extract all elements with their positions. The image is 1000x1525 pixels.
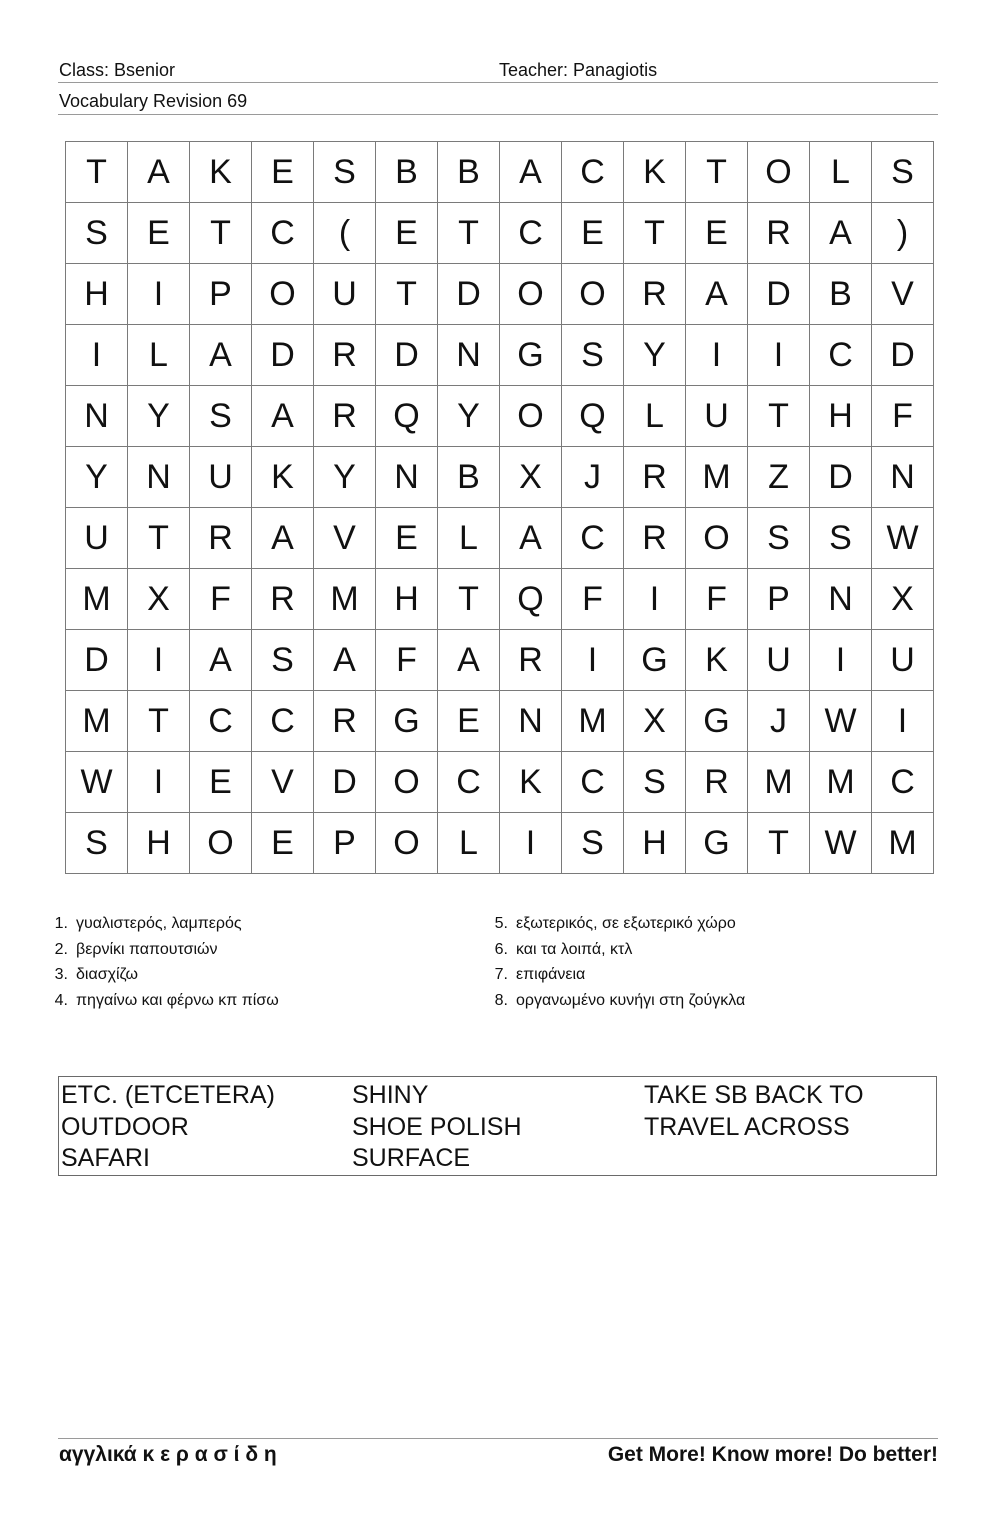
grid-cell[interactable]: A xyxy=(810,203,872,264)
grid-cell[interactable]: O xyxy=(686,508,748,569)
grid-cell[interactable]: X xyxy=(500,447,562,508)
grid-cell[interactable]: I xyxy=(128,264,190,325)
grid-cell[interactable]: N xyxy=(500,691,562,752)
grid-cell[interactable]: N xyxy=(128,447,190,508)
grid-cell[interactable]: W xyxy=(66,752,128,813)
word-bank-item: OUTDOOR xyxy=(61,1112,189,1141)
word-search-grid xyxy=(65,141,934,874)
grid-cell[interactable]: D xyxy=(438,264,500,325)
grid-cell[interactable]: R xyxy=(314,325,376,386)
clue-number: 2. xyxy=(54,940,68,958)
grid-cell[interactable]: C xyxy=(190,691,252,752)
class-label: Class: Bsenior xyxy=(59,60,176,80)
grid-cell[interactable]: A xyxy=(190,630,252,691)
grid-cell[interactable]: A xyxy=(500,142,562,203)
grid-cell[interactable]: U xyxy=(66,508,128,569)
grid-cell[interactable]: C xyxy=(252,691,314,752)
clues-left xyxy=(42,914,279,1017)
grid-cell[interactable]: H xyxy=(66,264,128,325)
grid-cell[interactable]: O xyxy=(376,813,438,874)
grid-cell[interactable]: H xyxy=(376,569,438,630)
clue-text: διασχίζω xyxy=(76,966,139,984)
grid-cell[interactable]: L xyxy=(438,813,500,874)
grid-cell[interactable]: T xyxy=(190,203,252,264)
clue-item xyxy=(482,914,745,940)
grid-cell[interactable]: N xyxy=(376,447,438,508)
grid-cell[interactable]: S xyxy=(624,752,686,813)
clue-item xyxy=(42,991,279,1017)
clue-item xyxy=(42,940,279,966)
clue-number: 1. xyxy=(54,915,68,932)
grid-cell[interactable]: E xyxy=(376,203,438,264)
grid-cell[interactable]: P xyxy=(190,264,252,325)
clue-text: επιφάνεια xyxy=(516,966,586,984)
grid-cell[interactable]: F xyxy=(872,386,934,447)
grid-cell[interactable]: C xyxy=(562,508,624,569)
grid-cell[interactable]: T xyxy=(438,569,500,630)
grid-cell[interactable]: M xyxy=(562,691,624,752)
grid-cell[interactable]: W xyxy=(810,813,872,874)
footer-slogan: Get More! Know more! Do better! xyxy=(607,1443,938,1466)
grid-cell[interactable]: G xyxy=(686,813,748,874)
grid-cell[interactable]: L xyxy=(810,142,872,203)
grid-cell[interactable]: R xyxy=(748,203,810,264)
grid-cell[interactable]: T xyxy=(128,508,190,569)
grid-cell[interactable]: U xyxy=(872,630,934,691)
grid-cell[interactable]: E xyxy=(252,813,314,874)
grid-cell[interactable]: W xyxy=(872,508,934,569)
header-divider-top xyxy=(58,82,938,83)
grid-cell[interactable]: N xyxy=(438,325,500,386)
clue-number: 7. xyxy=(494,966,508,984)
grid-cell[interactable]: K xyxy=(686,630,748,691)
grid-cell[interactable]: J xyxy=(562,447,624,508)
grid-cell[interactable]: G xyxy=(686,691,748,752)
clue-number: 8. xyxy=(494,992,508,1010)
grid-cell[interactable]: N xyxy=(872,447,934,508)
grid-cell[interactable]: C xyxy=(438,752,500,813)
grid-cell[interactable]: H xyxy=(624,813,686,874)
grid-row xyxy=(66,203,934,264)
grid-row xyxy=(66,508,934,569)
clue-text: πηγαίνω και φέρνω κπ πίσω xyxy=(76,992,279,1010)
footer-divider xyxy=(58,1438,938,1439)
grid-cell[interactable]: L xyxy=(438,508,500,569)
clue-number: 3. xyxy=(54,966,68,984)
grid-cell[interactable]: C xyxy=(562,752,624,813)
grid-cell[interactable]: I xyxy=(128,630,190,691)
clue-text: οργανωμένο κυνήγι στη ζούγκλα xyxy=(516,992,746,1010)
grid-cell[interactable]: A xyxy=(190,325,252,386)
grid-cell[interactable]: D xyxy=(810,447,872,508)
grid-cell[interactable]: S xyxy=(562,325,624,386)
grid-cell[interactable]: O xyxy=(376,752,438,813)
grid-cell[interactable]: R xyxy=(500,630,562,691)
grid-cell[interactable]: X xyxy=(128,569,190,630)
grid-cell[interactable]: K xyxy=(252,447,314,508)
grid-cell[interactable]: H xyxy=(810,386,872,447)
grid-cell[interactable]: C xyxy=(562,142,624,203)
grid-cell[interactable]: I xyxy=(500,813,562,874)
grid-row xyxy=(66,630,934,691)
grid-cell[interactable]: Y xyxy=(438,386,500,447)
word-bank-item: TAKE SB BACK TO xyxy=(644,1081,864,1109)
grid-cell[interactable]: F xyxy=(686,569,748,630)
grid-cell[interactable]: P xyxy=(314,813,376,874)
grid-cell[interactable]: I xyxy=(748,325,810,386)
grid-cell[interactable]: X xyxy=(624,691,686,752)
grid-cell[interactable]: A xyxy=(314,630,376,691)
grid-cell[interactable]: C xyxy=(872,752,934,813)
grid-row xyxy=(66,813,934,874)
grid-cell[interactable]: M xyxy=(66,569,128,630)
grid-cell[interactable]: I xyxy=(66,325,128,386)
grid-cell[interactable]: V xyxy=(252,752,314,813)
grid-cell[interactable]: A xyxy=(128,142,190,203)
grid-row xyxy=(66,142,934,203)
grid-cell[interactable]: U xyxy=(314,264,376,325)
grid-cell[interactable]: O xyxy=(562,264,624,325)
grid-cell[interactable]: D xyxy=(314,752,376,813)
grid-cell[interactable]: B xyxy=(810,264,872,325)
grid-cell[interactable]: P xyxy=(748,569,810,630)
grid-cell[interactable]: A xyxy=(686,264,748,325)
grid-cell[interactable]: E xyxy=(252,142,314,203)
word-bank-item: SAFARI xyxy=(61,1144,150,1172)
grid-cell[interactable]: R xyxy=(190,508,252,569)
grid-cell[interactable]: G xyxy=(624,630,686,691)
grid-cell[interactable]: ) xyxy=(872,203,934,264)
grid-cell[interactable]: J xyxy=(748,691,810,752)
grid-cell[interactable]: G xyxy=(500,325,562,386)
grid-cell[interactable]: E xyxy=(686,203,748,264)
grid-cell[interactable]: B xyxy=(438,142,500,203)
grid-cell[interactable]: Y xyxy=(66,447,128,508)
grid-cell[interactable]: M xyxy=(748,752,810,813)
grid-cell[interactable]: I xyxy=(128,752,190,813)
grid-cell[interactable]: Y xyxy=(128,386,190,447)
grid-cell[interactable]: B xyxy=(376,142,438,203)
grid-cell[interactable]: R xyxy=(686,752,748,813)
clue-number: 6. xyxy=(494,940,508,958)
grid-cell[interactable]: Z xyxy=(748,447,810,508)
grid-cell[interactable]: T xyxy=(128,691,190,752)
grid-row xyxy=(66,447,934,508)
grid-cell[interactable]: Y xyxy=(314,447,376,508)
grid-cell[interactable]: U xyxy=(748,630,810,691)
grid-cell[interactable]: R xyxy=(314,386,376,447)
grid-cell[interactable]: T xyxy=(686,142,748,203)
grid-row xyxy=(66,325,934,386)
grid-cell[interactable]: T xyxy=(376,264,438,325)
grid-cell[interactable]: T xyxy=(748,813,810,874)
grid-cell[interactable]: I xyxy=(624,569,686,630)
grid-cell[interactable]: S xyxy=(810,508,872,569)
clue-text: εξωτερικός, σε εξωτερικό χώρο xyxy=(516,915,736,932)
grid-cell[interactable]: A xyxy=(500,508,562,569)
grid-cell[interactable]: I xyxy=(872,691,934,752)
clue-item xyxy=(42,914,279,940)
grid-cell[interactable]: M xyxy=(314,569,376,630)
grid-cell[interactable]: R xyxy=(624,264,686,325)
grid-cell[interactable]: F xyxy=(190,569,252,630)
grid-cell[interactable]: L xyxy=(624,386,686,447)
clues-right xyxy=(482,914,745,1017)
grid-cell[interactable]: C xyxy=(500,203,562,264)
grid-cell[interactable]: N xyxy=(66,386,128,447)
grid-cell[interactable]: B xyxy=(438,447,500,508)
grid-cell[interactable]: T xyxy=(748,386,810,447)
grid-cell[interactable]: X xyxy=(872,569,934,630)
clue-text: γυαλιστερός, λαμπερός xyxy=(76,915,242,932)
grid-cell[interactable]: K xyxy=(624,142,686,203)
grid-cell[interactable]: I xyxy=(562,630,624,691)
grid-cell[interactable]: E xyxy=(438,691,500,752)
grid-cell[interactable]: R xyxy=(624,508,686,569)
grid-cell[interactable]: U xyxy=(686,386,748,447)
grid-cell[interactable]: Q xyxy=(500,569,562,630)
grid-cell[interactable]: Y xyxy=(624,325,686,386)
word-bank-item: ETC. (ETCETERA) xyxy=(61,1081,275,1109)
word-bank-item: TRAVEL ACROSS xyxy=(644,1112,850,1141)
grid-cell[interactable]: R xyxy=(252,569,314,630)
grid-cell[interactable]: N xyxy=(810,569,872,630)
grid-cell[interactable]: S xyxy=(314,142,376,203)
grid-cell[interactable]: E xyxy=(376,508,438,569)
grid-cell[interactable]: E xyxy=(190,752,252,813)
grid-cell[interactable]: D xyxy=(376,325,438,386)
grid-row xyxy=(66,752,934,813)
grid-cell[interactable]: T xyxy=(438,203,500,264)
word-bank-item: SURFACE xyxy=(352,1144,471,1172)
grid-cell[interactable]: T xyxy=(66,142,128,203)
grid-cell[interactable]: O xyxy=(500,386,562,447)
grid-cell[interactable]: K xyxy=(190,142,252,203)
grid-cell[interactable]: I xyxy=(810,630,872,691)
grid-cell[interactable]: O xyxy=(500,264,562,325)
grid-cell[interactable]: L xyxy=(128,325,190,386)
grid-cell[interactable]: A xyxy=(438,630,500,691)
grid-cell[interactable]: O xyxy=(190,813,252,874)
grid-cell[interactable]: M xyxy=(686,447,748,508)
grid-cell[interactable]: S xyxy=(562,813,624,874)
grid-cell[interactable]: U xyxy=(190,447,252,508)
grid-cell[interactable]: S xyxy=(252,630,314,691)
grid-cell[interactable]: H xyxy=(128,813,190,874)
grid-cell[interactable]: R xyxy=(314,691,376,752)
grid-row xyxy=(66,264,934,325)
grid-cell[interactable]: W xyxy=(810,691,872,752)
grid-cell[interactable]: Q xyxy=(562,386,624,447)
grid-cell[interactable]: O xyxy=(748,142,810,203)
grid-cell[interactable]: K xyxy=(500,752,562,813)
grid-cell[interactable]: E xyxy=(128,203,190,264)
word-bank xyxy=(58,1076,937,1176)
grid-cell[interactable]: V xyxy=(872,264,934,325)
grid-cell[interactable]: D xyxy=(66,630,128,691)
grid-cell[interactable]: C xyxy=(810,325,872,386)
footer-brand: αγγλικά κ ε ρ α σ ί δ η xyxy=(59,1443,277,1466)
grid-cell[interactable]: D xyxy=(748,264,810,325)
grid-cell[interactable]: S xyxy=(872,142,934,203)
clue-item xyxy=(482,965,745,991)
grid-cell[interactable]: I xyxy=(686,325,748,386)
grid-cell[interactable]: S xyxy=(66,203,128,264)
grid-cell[interactable]: M xyxy=(810,752,872,813)
grid-cell[interactable]: R xyxy=(624,447,686,508)
grid-cell[interactable]: Q xyxy=(376,386,438,447)
grid-row xyxy=(66,691,934,752)
grid-cell[interactable]: C xyxy=(252,203,314,264)
grid-cell[interactable]: V xyxy=(314,508,376,569)
clue-item xyxy=(42,965,279,991)
grid-cell[interactable]: S xyxy=(66,813,128,874)
header-divider-bottom xyxy=(58,114,938,115)
grid-cell[interactable]: F xyxy=(376,630,438,691)
clue-number: 5. xyxy=(494,915,508,932)
grid-cell[interactable]: S xyxy=(748,508,810,569)
clue-text: βερνίκι παπουτσιών xyxy=(76,940,218,958)
grid-cell[interactable]: ( xyxy=(314,203,376,264)
grid-cell[interactable]: D xyxy=(872,325,934,386)
grid-cell[interactable]: M xyxy=(872,813,934,874)
clue-item xyxy=(482,991,745,1017)
grid-cell[interactable]: A xyxy=(252,508,314,569)
grid-cell[interactable]: G xyxy=(376,691,438,752)
grid-cell[interactable]: F xyxy=(562,569,624,630)
teacher-label: Teacher: Panagiotis xyxy=(499,60,658,80)
grid-cell[interactable]: D xyxy=(252,325,314,386)
grid-row xyxy=(66,569,934,630)
clue-item xyxy=(482,940,745,966)
clue-text: και τα λοιπά, κτλ xyxy=(516,940,633,958)
grid-cell[interactable]: M xyxy=(66,691,128,752)
word-bank-item: SHINY xyxy=(352,1081,429,1109)
grid-cell[interactable]: E xyxy=(562,203,624,264)
page-title: Vocabulary Revision 69 xyxy=(59,91,248,111)
grid-cell[interactable]: S xyxy=(190,386,252,447)
word-bank-item: SHOE POLISH xyxy=(352,1112,522,1141)
clue-number: 4. xyxy=(54,992,68,1010)
grid-row xyxy=(66,386,934,447)
grid-cell[interactable]: O xyxy=(252,264,314,325)
grid-cell[interactable]: A xyxy=(252,386,314,447)
grid-cell[interactable]: T xyxy=(624,203,686,264)
